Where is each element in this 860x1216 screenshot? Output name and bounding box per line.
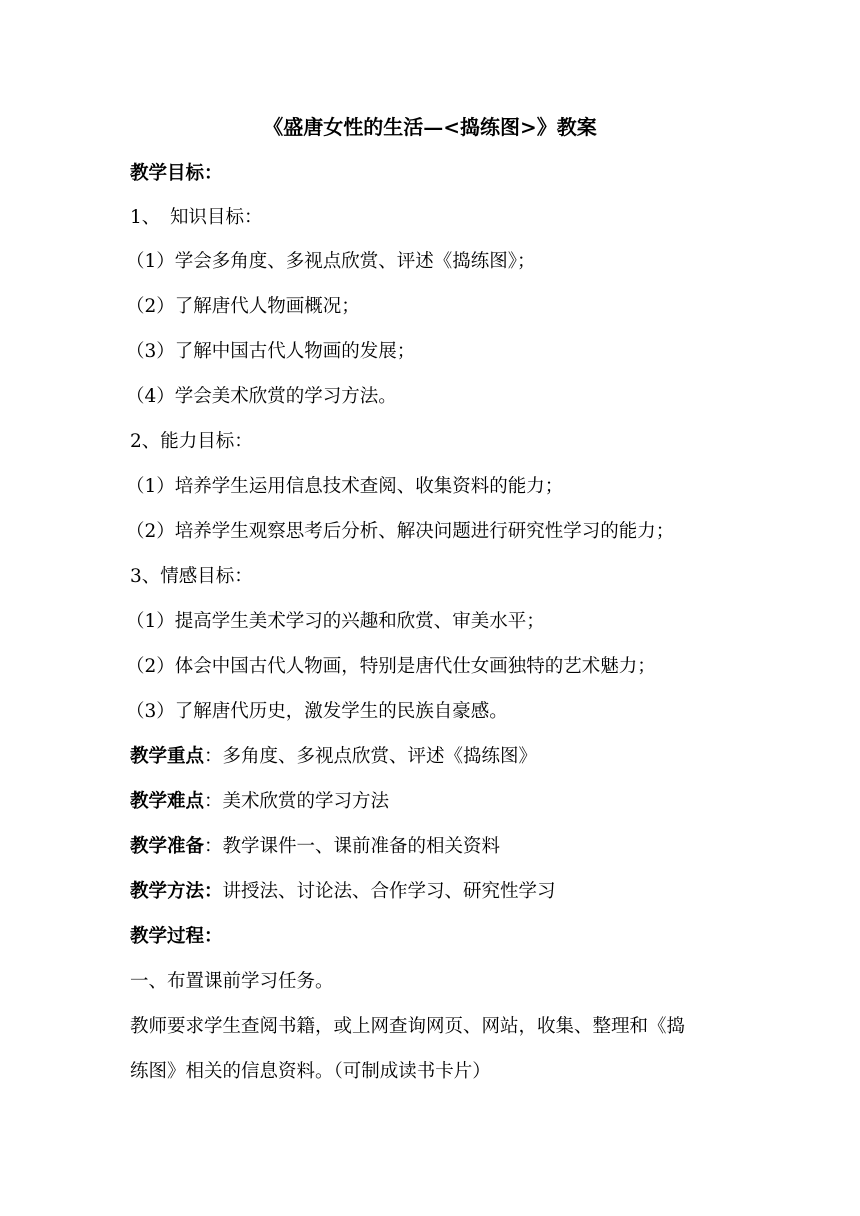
knowledge-item: （4）学会美术欣赏的学习方法。: [126, 386, 397, 407]
preparation-value: ：教学课件一、课前准备的相关资料: [204, 836, 501, 857]
knowledge-item: （2）了解唐代人物画概况；: [126, 296, 360, 317]
difficulty-line: [130, 788, 389, 816]
ability-item: （1）培养学生运用信息技术查阅、收集资料的能力；: [126, 476, 564, 497]
emotion-item: （1）提高学生美术学习的兴趣和欣赏、审美水平；: [126, 611, 545, 632]
method-value: 讲授法、讨论法、合作学习、研究性学习: [222, 881, 556, 902]
preparation-label: 教学准备: [130, 836, 205, 857]
difficulty-label: 教学难点: [130, 791, 205, 812]
knowledge-item: （3）了解中国古代人物画的发展；: [126, 341, 416, 362]
key-point-line: [130, 743, 537, 771]
method-label: 教学方法：: [130, 881, 223, 902]
emotion-item: （2）体会中国古代人物画，特别是唐代仕女画独特的艺术魅力；: [126, 656, 656, 677]
difficulty-value: ：美术欣赏的学习方法: [204, 791, 390, 812]
ability-objective-heading: 2、能力目标：: [130, 431, 253, 452]
knowledge-objective-heading: [130, 204, 263, 232]
key-point-value: ：多角度、多视点欣赏、评述《捣练图》: [204, 746, 538, 767]
emotion-objective-heading: 3、情感目标：: [130, 566, 253, 587]
emotion-item: （3）了解唐代历史，激发学生的民族自豪感。: [126, 701, 508, 722]
step1-text-line: 练图》相关的信息资料。（可制成读书卡片）: [130, 1061, 491, 1082]
step1-heading: 一、布置课前学习任务。: [130, 971, 334, 992]
ability-item: （2）培养学生观察思考后分析、解决问题进行研究性学习的能力；: [126, 521, 675, 542]
objectives-heading: 教学目标：: [130, 163, 223, 184]
method-line: [130, 878, 556, 906]
knowledge-objective-number: 1、: [130, 207, 161, 228]
step1-text-line: 教师要求学生查阅书籍，或上网查询网页、网站，收集、整理和《捣: [130, 1016, 686, 1037]
preparation-line: [130, 833, 500, 861]
document-title: 《盛唐女性的生活—<捣练图>》教案: [263, 115, 597, 139]
process-heading: 教学过程：: [130, 926, 223, 947]
knowledge-objective-label: 知识目标：: [170, 207, 263, 228]
key-point-label: 教学重点: [130, 746, 205, 767]
knowledge-item: （1）学会多角度、多视点欣赏、评述《捣练图》；: [126, 251, 536, 272]
